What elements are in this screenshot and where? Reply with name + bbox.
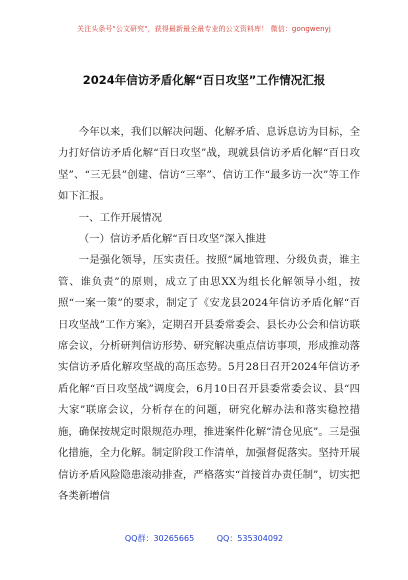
qq-group-number: QQ群：30265665 (124, 534, 195, 543)
header-notice: 关注头条号"公文研究"，获得最新最全最专业的公文资料库！ 微信：gongwenyj (77, 25, 331, 33)
section-heading: 一、工作开展情况 (78, 211, 162, 224)
document-body (58, 122, 360, 507)
document-title: 2024年信访矛盾化解“百日攻坚”工作情况汇报 (82, 73, 326, 87)
intro-paragraph: 今年以来，我们以解决问题、化解矛盾、息诉息访为目标，全力打好信访矛盾化解“百日攻坚”战，现就县信访矛盾化解“百日攻坚”、“三无县”创建、信访“三率”、信访工作“最多访一次”等工作如下汇报。 (58, 126, 360, 203)
body-paragraph: 一是强化领导，压实责任。按照“属地管理、分级负责，谁主管、谁负责”的原则，成立了由思XX为组长化解领导小组，按照“一案一策”的要求，制定了《安龙县2024年信访矛盾化解“百日攻坚战”工作方案》，定期召开县委常委会、县长办公会和信访联席会议，分析研判信访形势、研究解决重点信访事项，形成推动落实信访矛盾化解攻坚战的高压态势。5月28日召开2024年信访矛盾化解“百日攻坚战”调度会，6月10日召开县委常委会议、县“四大家”联席会议，分析存在的问题，研究化解办法和落实稳控措施，确保按规定时限规范办理，推进案件化解“清仓见底”。三是强化措施，全力化解。制定阶段工作清单，加强督促落实。坚持开展信访矛盾风险隐患滚动排查，严格落实“首接首办责任制”，切实把各类新增信 (58, 254, 360, 502)
subsection-heading: （一）信访矛盾化解“百日攻坚”深入推进 (78, 233, 267, 246)
footer-contacts (0, 533, 408, 544)
qq-number: QQ：535304092 (216, 534, 284, 543)
